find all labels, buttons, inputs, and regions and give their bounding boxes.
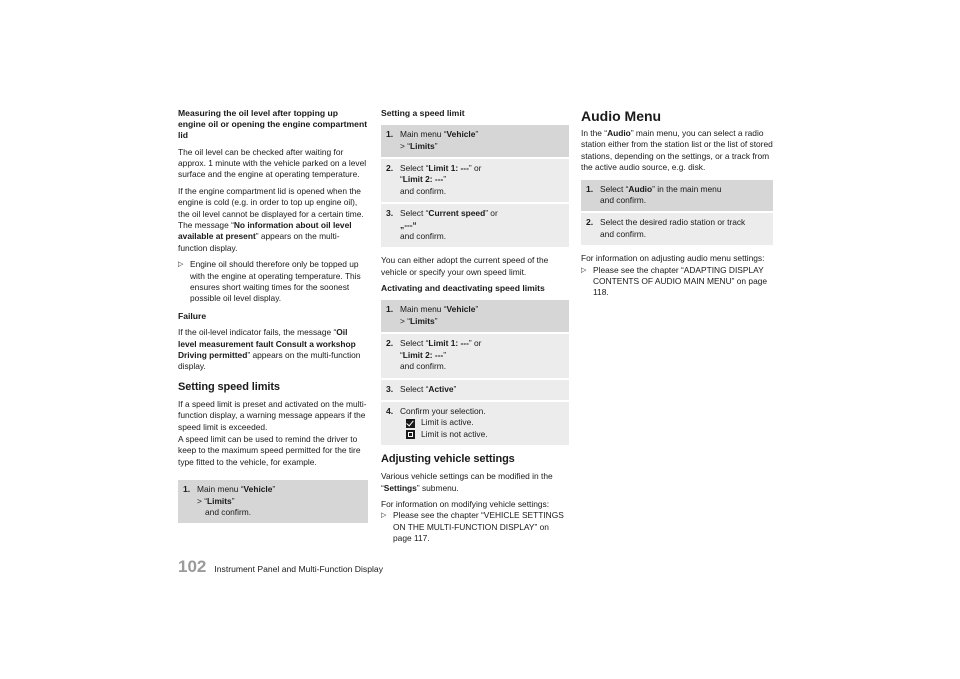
speed-limits-paragraph-2: A speed limit can be used to remind the driver to keep to the maximum speed permitted for the tire type fitted to the vehicle, for example. (178, 433, 361, 467)
step-item: 1. Select “Audio” in the main menu and confirm. (581, 180, 773, 212)
vehicle-settings-paragraph-1: Various vehicle settings can be modified in the “Settings” submenu. (381, 471, 553, 493)
oil-level-heading: Measuring the oil level after topping up engine oil or opening the engine compartment lid (178, 108, 368, 141)
activating-speed-limits-heading: Activating and deactivating speed limits (381, 283, 545, 294)
step-item: 1. Main menu “Vehicle” > “Limits” (381, 125, 569, 157)
setting-speed-limit-heading: Setting a speed limit (381, 108, 465, 118)
page-number: 102 (178, 557, 207, 576)
speed-limits-section-title: Setting speed limits (178, 380, 280, 393)
speed-limits-steps (178, 480, 368, 523)
page-footer (178, 557, 383, 577)
setting-speed-limit-steps (381, 125, 569, 247)
step-item: 3. Select “Current speed” or „---“ and confirm. (381, 204, 569, 247)
column-2 (381, 108, 569, 550)
step-item: 2. Select “Limit 1: ---” or “Limit 2: ---” and confirm. (381, 159, 569, 202)
oil-level-bullet: ▷ Engine oil should therefore only be topped up with the engine at operating temperature. This ensures short waiting times for the soonest possible oil level display. (178, 259, 361, 304)
audio-menu-paragraph: In the “Audio” main menu, you can select a radio station either from the station list or the list of stored stations, depending on the settings, or a track from the active audio source, e.g. disk. (581, 128, 773, 173)
activating-speed-limits-steps (381, 300, 569, 445)
step-item: 3. Select “Active” (381, 380, 569, 400)
vehicle-settings-paragraph-2: For information on modifying vehicle settings: (381, 498, 550, 509)
step-item: 2. Select “Limit 1: ---” or “Limit 2: ---” and confirm. (381, 334, 569, 377)
speed-limits-paragraph-1: If a speed limit is preset and activated on the multi-function display, a warning message appears if the speed limit is exceeded. (178, 398, 367, 432)
failure-heading: Failure (178, 310, 207, 321)
vehicle-settings-bullet: ▷ Please see the chapter “VEHICLE SETTINGS ON THE MULTI-FUNCTION DISPLAY” on page 117. (381, 510, 564, 544)
triangle-bullet-icon: ▷ (581, 266, 587, 274)
step-item: 4. Confirm your selection. Limit is active. Limit is not active. (381, 402, 569, 445)
triangle-bullet-icon: ▷ (178, 261, 184, 269)
oil-level-paragraph-1: The oil level can be checked after waiting for approx. 1 minute with the vehicle parked on a level surface and the engine at operating temperature. (178, 146, 367, 180)
step-item: 2. Select the desired radio station or track and confirm. (581, 213, 773, 245)
triangle-bullet-icon: ▷ (381, 512, 387, 520)
checkbox-empty-icon (406, 430, 415, 439)
checkbox-checked-icon (406, 419, 415, 428)
failure-paragraph: If the oil-level indicator fails, the message “Oil level measurement fault Consult a workshop Driving permitted” appears on the multi-function display. (178, 327, 361, 372)
audio-menu-title: Audio Menu (581, 108, 662, 124)
column-1 (178, 108, 368, 531)
step-item: 1. Main menu “Vehicle” > “Limits” (381, 300, 569, 332)
audio-menu-steps (581, 180, 773, 246)
audio-settings-paragraph: For information on adjusting audio menu settings: (581, 253, 765, 264)
speed-limit-paragraph: You can either adopt the current speed of the vehicle or specify your own speed limit. (381, 255, 549, 277)
oil-level-paragraph-2: If the engine compartment lid is opened when the engine is cold (e.g. in order to top up engine oil), the oil level cannot be displayed for a certain time. The message “No information about oil level available at present” appears on the multi-function display. (178, 185, 364, 253)
vehicle-settings-section-title: Adjusting vehicle settings (381, 453, 515, 466)
step-item: 1. Main menu “Vehicle” > “Limits” and confirm. (178, 480, 368, 523)
audio-settings-bullet: ▷ Please see the chapter “ADAPTING DISPLAY CONTENTS OF AUDIO MAIN MENU” on page 118. (581, 264, 768, 298)
chapter-title: Instrument Panel and Multi-Function Display (214, 564, 383, 574)
column-3 (581, 108, 773, 304)
